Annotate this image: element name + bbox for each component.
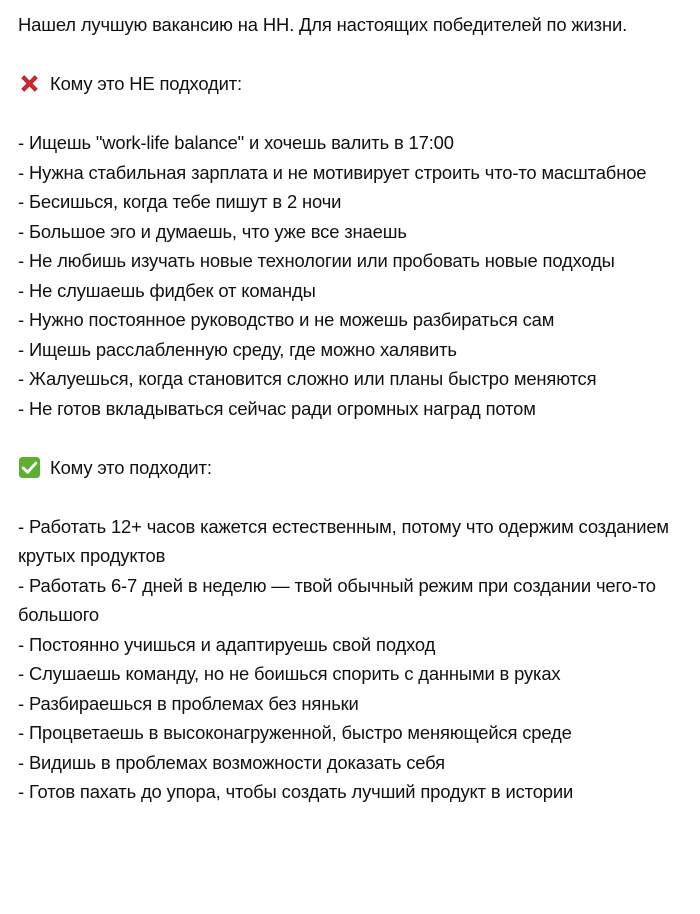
list-item: - Ищешь "work-life balance" и хочешь валить в 17:00	[18, 132, 454, 153]
list-item-text: Не слушаешь фидбек от команды	[28, 279, 316, 301]
not-fit-title: Кому это НЕ подходит:	[50, 73, 242, 94]
list-item-text: Работать 12+ часов кажется естественным, потому что одержим созданием крутых продуктов	[18, 515, 669, 566]
list-item: - Процветаешь в высоконагруженной, быстро меняющейся среде	[18, 722, 572, 743]
list-item: - Не готов вкладываться сейчас ради огромных наград потом	[18, 397, 536, 419]
list-item-text: Работать 6-7 дней в неделю — твой обычный режим при создании чего-то большого	[18, 574, 656, 625]
spacer	[18, 423, 682, 453]
list-item: - Жалуешься, когда становится сложно или планы быстро меняются	[18, 368, 597, 389]
list-item: - Не любишь изучать новые технологии или пробовать новые подходы	[18, 250, 615, 271]
check-mark-button-icon	[18, 456, 41, 479]
list-item: - Видишь в проблемах возможности доказать себя	[18, 751, 445, 773]
list-item-text: Жалуешься, когда становится сложно или планы быстро меняются	[28, 368, 597, 389]
list-item: - Готов пахать до упора, чтобы создать лучший продукт в истории	[18, 781, 574, 802]
list-item-text: Процветаешь в высоконагруженной, быстро меняющейся среде	[28, 722, 572, 743]
list-item: - Слушаешь команду, но не боишься спорить с данными в руках	[18, 663, 561, 684]
list-item-text: Разбираешься в проблемах без няньки	[28, 692, 359, 714]
fit-title: Кому это подходит:	[50, 456, 212, 478]
list-item: - Работать 6-7 дней в неделю — твой обычный режим при создании чего-то большого	[18, 574, 656, 625]
list-item: - Ищешь расслабленную среду, где можно халявить	[18, 338, 457, 360]
list-item-text: Готов пахать до упора, чтобы создать лучший продукт в истории	[28, 781, 574, 802]
list-item-text: Большое эго и думаешь, что уже все знаешь	[28, 220, 407, 242]
list-item: - Нужно постоянное руководство и не можешь разбираться сам	[18, 309, 555, 330]
list-item: - Постоянно учишься и адаптируешь свой подход	[18, 633, 436, 655]
list-item: - Бесишься, когда тебе пишут в 2 ночи	[18, 191, 342, 212]
list-item: - Работать 12+ часов кажется естественным, потому что одержим созданием крутых продуктов	[18, 515, 669, 566]
list-item-text: Не готов вкладываться сейчас ради огромных наград потом	[28, 397, 536, 419]
list-item: - Большое эго и думаешь, что уже все знаешь	[18, 220, 407, 242]
spacer	[18, 482, 682, 512]
list-item-text: Ищешь "work-life balance" и хочешь валить в 17:00	[28, 132, 454, 153]
list-item-text: Бесишься, когда тебе пишут в 2 ночи	[28, 191, 342, 212]
list-item-text: Нужна стабильная зарплата и не мотивирует строить что-то масштабное	[28, 161, 647, 183]
list-item-text: Ищешь расслабленную среду, где можно халявить	[28, 338, 457, 360]
cross-mark-icon	[18, 72, 41, 95]
not-fit-heading	[18, 69, 682, 99]
list-item-text: Не любишь изучать новые технологии или пробовать новые подходы	[28, 250, 615, 271]
list-item-text: Постоянно учишься и адаптируешь свой подход	[28, 633, 436, 655]
not-fit-list	[18, 128, 682, 423]
fit-list	[18, 512, 682, 807]
list-item: - Разбираешься в проблемах без няньки	[18, 692, 359, 714]
list-item: - Не слушаешь фидбек от команды	[18, 279, 316, 301]
list-item: - Нужна стабильная зарплата и не мотивирует строить что-то масштабное	[18, 161, 647, 183]
spacer	[18, 99, 682, 129]
list-item-text: Видишь в проблемах возможности доказать себя	[28, 751, 445, 773]
post-intro: Нашел лучшую вакансию на HH. Для настоящих победителей по жизни.	[18, 14, 628, 35]
spacer	[18, 40, 682, 70]
list-item-text: Слушаешь команду, но не боишься спорить с данными в руках	[28, 663, 561, 684]
list-item-text: Нужно постоянное руководство и не можешь разбираться сам	[28, 309, 555, 330]
fit-heading	[18, 453, 682, 483]
